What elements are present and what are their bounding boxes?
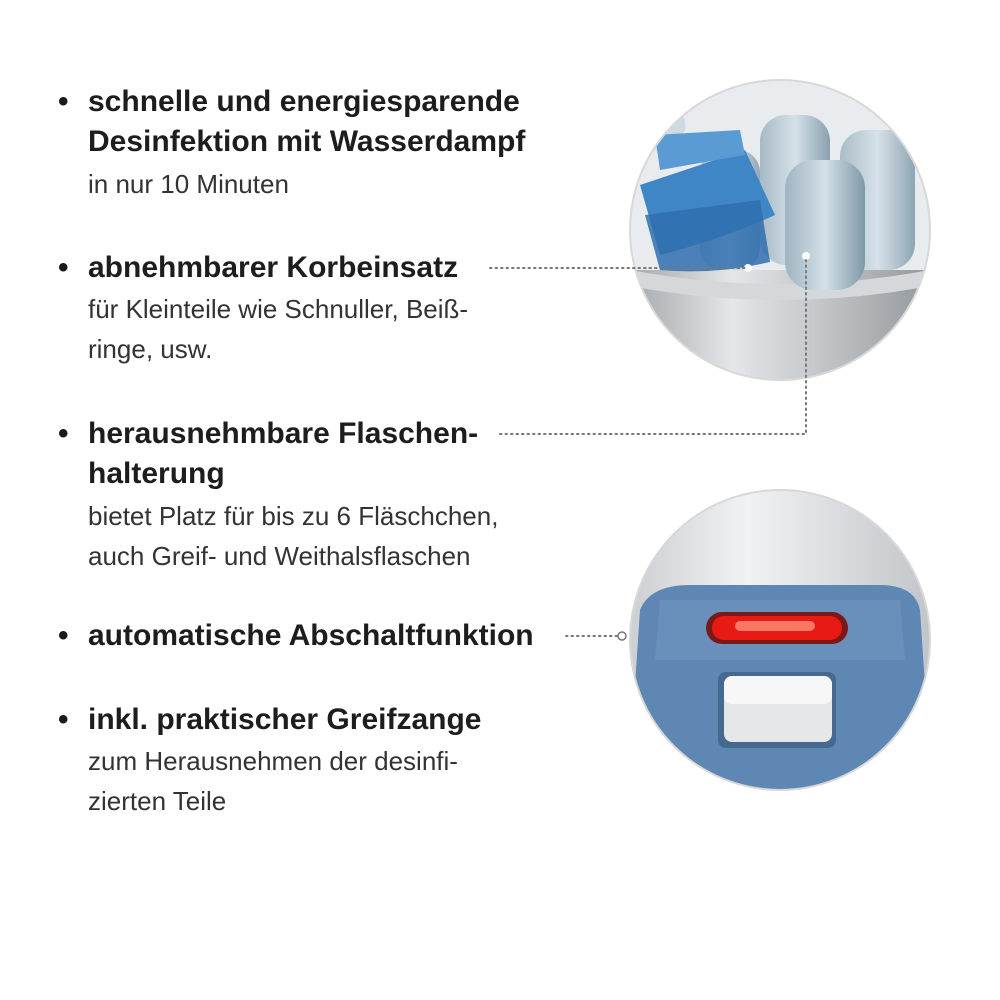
feature-description-line: in nur 10 Minuten (88, 169, 289, 199)
bullet: • (58, 85, 69, 118)
feature-description-line: zierten Teile (88, 786, 227, 816)
feature-title-line: schnelle und energiesparende (88, 85, 520, 118)
bullet: • (58, 251, 69, 284)
leader-endpoint-shutoff (618, 632, 626, 640)
bullet: • (58, 703, 69, 736)
feature-title-line: automatische Abschaltfunktion (88, 619, 534, 652)
feature-description-line: ringe, usw. (88, 334, 213, 364)
bullet: • (58, 619, 69, 652)
feature-title-line: inkl. praktischer Greifzange (88, 703, 482, 736)
feature-description-line: bietet Platz für bis zu 6 Fläschchen, (88, 501, 499, 531)
feature-title-line: herausnehmbare Flaschen- (88, 417, 479, 450)
bullet: • (58, 417, 69, 450)
feature-title-line: abnehmbarer Korbeinsatz (88, 251, 459, 284)
feature-description-line: zum Herausnehmen der desinfi- (88, 746, 458, 776)
feature-description-line: auch Greif- und Weithalsflaschen (88, 541, 471, 571)
leader-line-bottle-holder (500, 258, 806, 434)
feature-title-line: halterung (88, 457, 225, 490)
feature-description-line: für Kleinteile wie Schnuller, Beiß- (88, 294, 469, 324)
feature-title-line: Desinfektion mit Wasserdampf (88, 125, 526, 158)
